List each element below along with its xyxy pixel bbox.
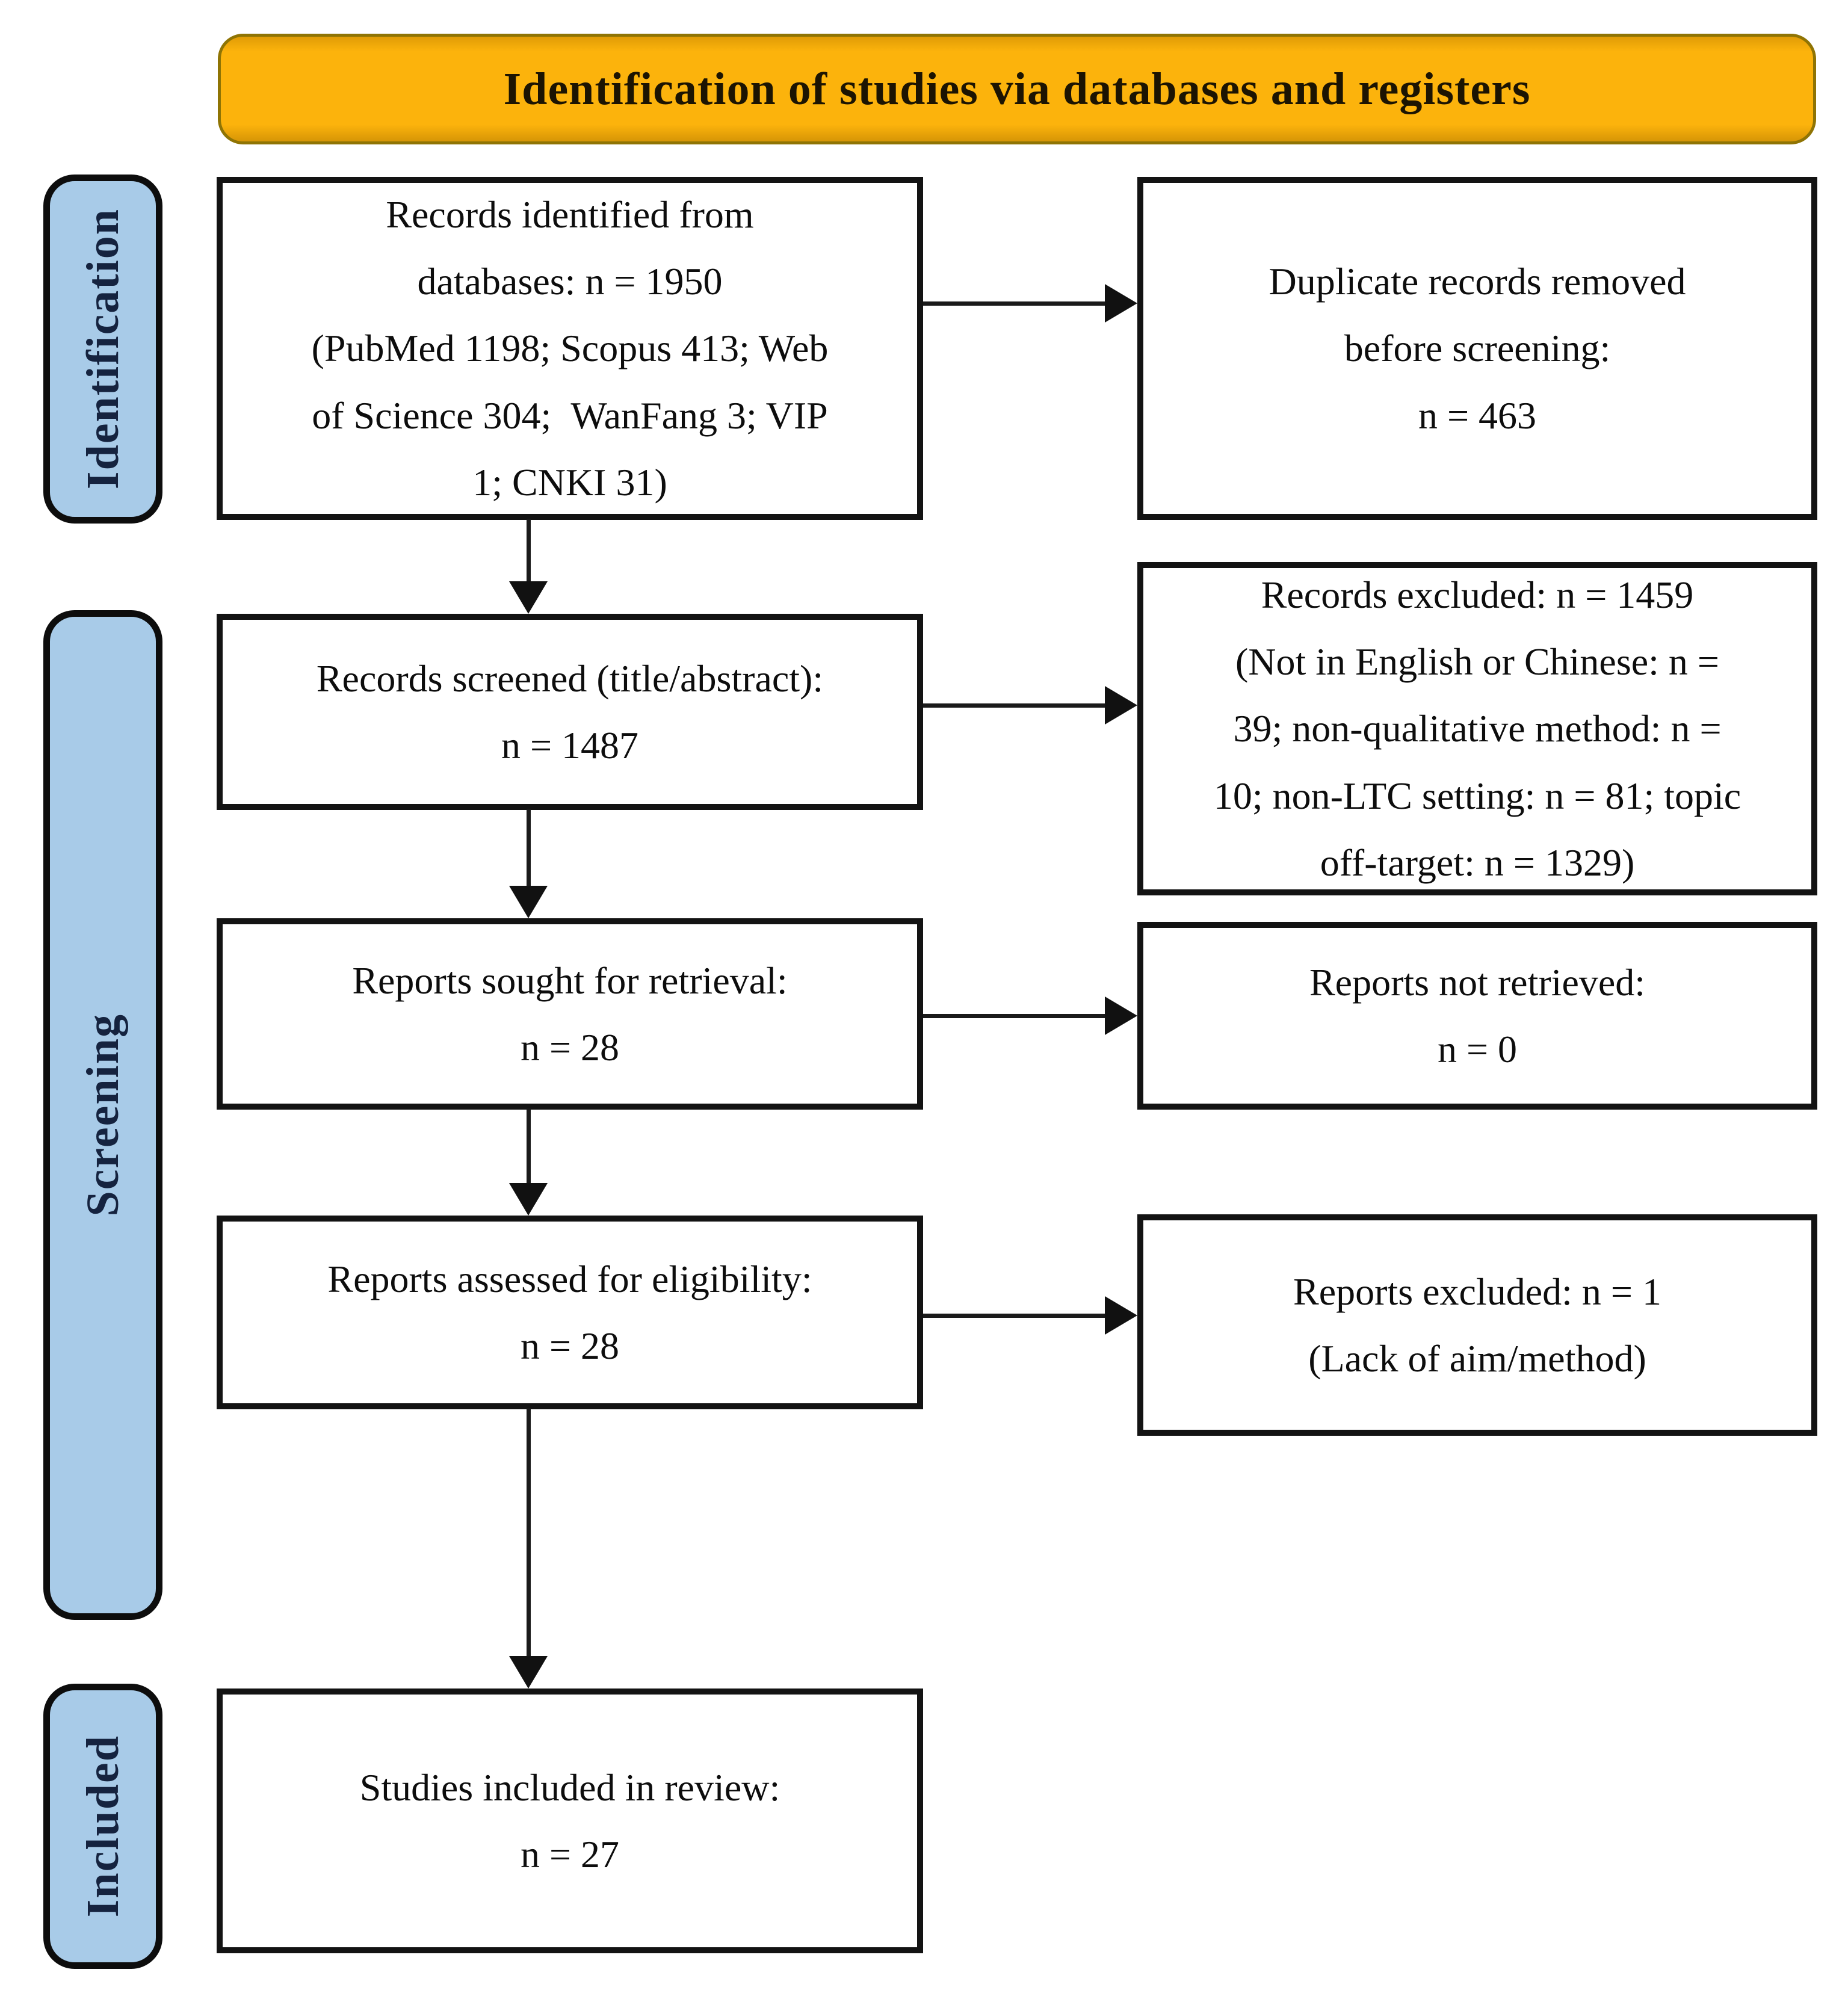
arrow-right-icon bbox=[1105, 996, 1137, 1035]
arrow-right-icon bbox=[1105, 284, 1137, 323]
box-records-excluded bbox=[1137, 562, 1817, 895]
arrow-screened-to-excluded bbox=[923, 686, 1137, 725]
box-text-line: (PubMed 1198; Scopus 413; Web bbox=[311, 327, 829, 370]
box-text-line: (Lack of aim/method) bbox=[1308, 1337, 1646, 1380]
arrow-right-icon bbox=[1105, 686, 1137, 725]
arrow-down-icon bbox=[509, 581, 548, 614]
box-text-line: Studies included in review: bbox=[359, 1766, 780, 1809]
box-reports-not-retrieved bbox=[1137, 922, 1817, 1110]
arrow-identified-to-duplicates bbox=[923, 284, 1137, 323]
box-text-line: Records excluded: n = 1459 bbox=[1261, 573, 1694, 616]
arrow-assessed-to-excluded bbox=[923, 1296, 1137, 1335]
box-reports-assessed bbox=[217, 1216, 923, 1409]
arrow-shaft bbox=[527, 1408, 531, 1660]
arrow-shaft bbox=[923, 301, 1107, 306]
arrow-down-icon bbox=[509, 1656, 548, 1688]
arrow-shaft bbox=[527, 1108, 531, 1187]
box-reports-excluded bbox=[1137, 1214, 1817, 1436]
box-text-line: of Science 304; WanFang 3; VIP bbox=[312, 394, 828, 437]
box-reports-sought bbox=[217, 918, 923, 1110]
arrow-sought-to-not-retrieved bbox=[923, 996, 1137, 1035]
arrow-screened-to-sought bbox=[509, 809, 548, 918]
box-text-line: (Not in English or Chinese: n = bbox=[1235, 640, 1720, 683]
box-text-line: Records screened (title/abstract): bbox=[316, 657, 824, 700]
box-studies-included bbox=[217, 1688, 923, 1953]
arrow-shaft bbox=[527, 519, 531, 585]
arrow-right-icon bbox=[1105, 1296, 1137, 1335]
stage-screening-label: Screening bbox=[77, 1013, 128, 1217]
box-text-line: n = 28 bbox=[520, 1026, 620, 1069]
box-duplicates-removed bbox=[1137, 177, 1817, 520]
box-text-line: Duplicate records removed bbox=[1269, 259, 1686, 303]
stage-identification bbox=[43, 175, 162, 524]
box-text-line: n = 1487 bbox=[501, 724, 639, 767]
arrow-down-icon bbox=[509, 1183, 548, 1216]
box-text-line: Reports excluded: n = 1 bbox=[1293, 1270, 1661, 1313]
arrow-shaft bbox=[923, 703, 1107, 708]
box-records-identified bbox=[217, 177, 923, 520]
box-text-line: Reports assessed for eligibility: bbox=[327, 1257, 812, 1300]
stage-included bbox=[43, 1684, 162, 1969]
arrow-assessed-to-included bbox=[509, 1408, 548, 1688]
box-text-line: Reports sought for retrieval: bbox=[352, 959, 788, 1002]
box-text-line: 39; non-qualitative method: n = bbox=[1233, 707, 1722, 750]
box-text-line: databases: n = 1950 bbox=[417, 259, 723, 303]
box-text-line: n = 27 bbox=[520, 1833, 620, 1876]
box-text-line: n = 0 bbox=[1437, 1028, 1518, 1071]
box-text-line: Reports not retrieved: bbox=[1309, 960, 1646, 1004]
box-text-line: before screening: bbox=[1344, 327, 1611, 370]
box-text-line: n = 463 bbox=[1418, 394, 1537, 437]
arrow-shaft bbox=[923, 1014, 1107, 1018]
arrow-shaft bbox=[923, 1314, 1107, 1318]
box-text-line: 10; non-LTC setting: n = 81; topic bbox=[1213, 774, 1741, 817]
stage-identification-label: Identification bbox=[77, 208, 128, 490]
banner-title: Identification of studies via databases and registers bbox=[503, 63, 1531, 114]
box-text-line: Records identified from bbox=[386, 193, 754, 236]
arrow-identified-to-screened bbox=[509, 519, 548, 614]
box-records-screened bbox=[217, 614, 923, 810]
box-text-line: off-target: n = 1329) bbox=[1320, 841, 1635, 885]
box-text-line: 1; CNKI 31) bbox=[472, 461, 667, 504]
arrow-down-icon bbox=[509, 886, 548, 918]
box-text-line: n = 28 bbox=[520, 1324, 620, 1367]
banner bbox=[218, 34, 1816, 144]
stage-screening bbox=[43, 610, 162, 1620]
stage-included-label: Included bbox=[77, 1735, 128, 1918]
arrow-shaft bbox=[527, 809, 531, 889]
arrow-sought-to-assessed bbox=[509, 1108, 548, 1216]
